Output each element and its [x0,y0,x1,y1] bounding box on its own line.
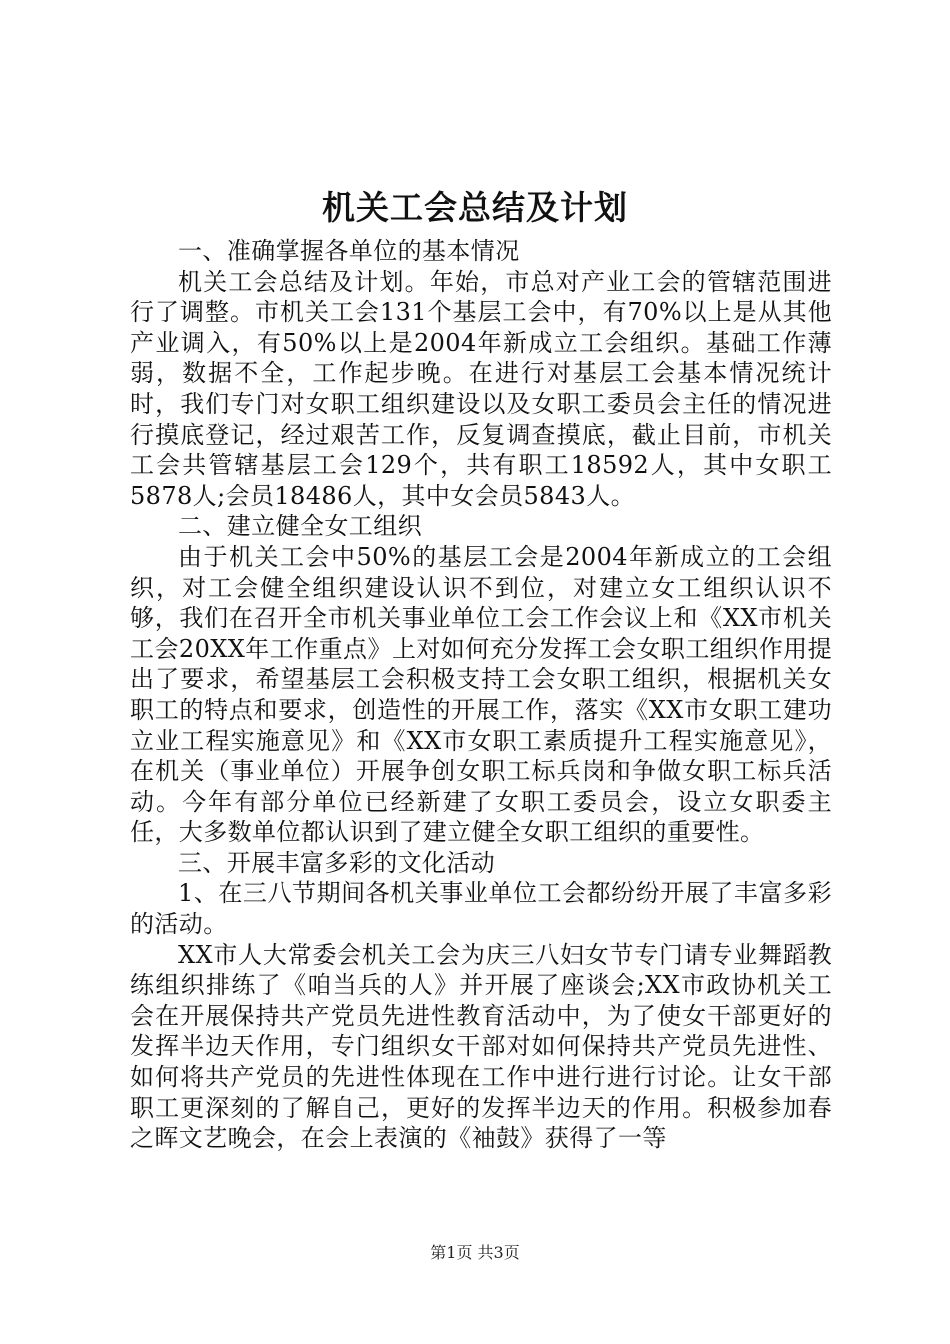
document-title: 机关工会总结及计划 [322,188,628,227]
section-heading-1: 一、准确掌握各单位的基本情况 [178,237,520,265]
section-heading-2: 二、建立健全女工组织 [178,512,422,541]
paragraph: XX市人大常委会机关工会为庆三八妇女节专门请专业舞蹈教练组织排练了《咱当兵的人》并开展了座谈会;XX市政协机关工会在开展保持共产党员先进性教育活动中，为了使女干部更好的发挥半边天作用，专门组织女干部对如何保持共产党员先进性、如何将共产党员的先进性体现在工作中进行进行讨论。让女干部职工更深刻的了解自己，更好的发挥半边天的作用。积极参加春之晖文艺晚会，在会上表演的《袖鼓》获得了一等 [130,940,832,1153]
document-body [130,236,832,1154]
paragraph: 由于机关工会中50%的基层工会是2004年新成立的工会组织，对工会健全组织建设认识不到位，对建立女工组织认识不够，我们在召开全市机关事业单位工会工作会议上和《XX市机关工会20XX年工作重点》上对如何充分发挥工会女职工组织作用提出了要求，希望基层工会积极支持工会女职工组织，根据机关女职工的特点和要求，创造性的开展工作，落实《XX市女职工建功立业工程实施意见》和《XX市女职工素质提升工程实施意见》，在机关（事业单位）开展争创女职工标兵岗和争做女职工标兵活动。今年有部分单位已经新建了女职工委员会，设立女职委主任，大多数单位都认识到了建立健全女职工组织的重要性。 [130,542,832,847]
paragraph: 机关工会总结及计划。年始，市总对产业工会的管辖范围进行了调整。市机关工会131个基层工会中，有70%以上是从其他产业调入，有50%以上是2004年新成立工会组织。基础工作薄弱，数据不全，工作起步晚。在进行对基层工会基本情况统计时，我们专门对女职工组织建设以及女职工委员会主任的情况进行摸底登记，经过艰苦工作，反复调查摸底，截止目前，市机关工会共管辖基层工会129个，共有职工18592人，其中女职工5878人;会员18486人，其中女会员5843人。 [130,267,832,510]
paragraph: 1、在三八节期间各机关事业单位工会都纷纷开展了丰富多彩的活动。 [130,879,832,939]
section-heading-3: 三、开展丰富多彩的文化活动 [178,848,496,877]
page-footer: 第1页 共3页 [430,1243,520,1262]
